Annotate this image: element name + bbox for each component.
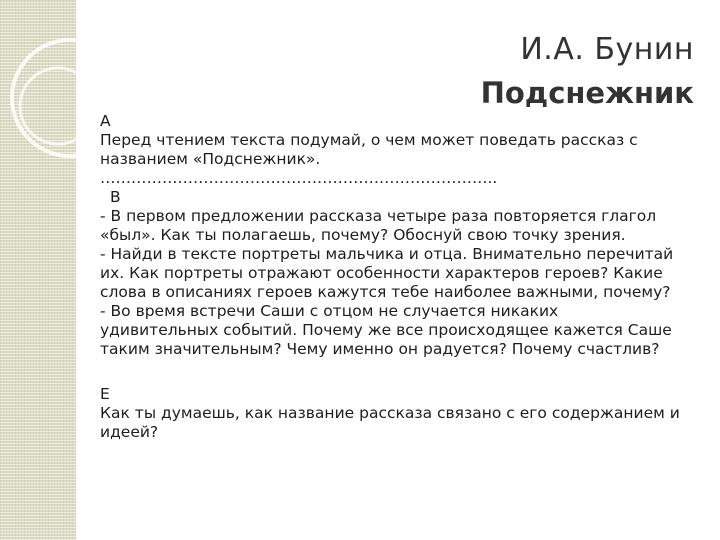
slide-header <box>481 30 694 114</box>
answer-placeholder-dots: ………………………………………………………………….. <box>100 169 498 187</box>
section-a-label: А <box>100 112 111 130</box>
slide-body <box>100 112 700 442</box>
section-e-text-line-1: Как ты думаешь, как название рассказа связано с его содержанием и <box>100 404 680 422</box>
question-2-line-1: - Найди в тексте портреты мальчика и отца. Внимательно перечитай <box>100 245 674 263</box>
question-3-line-2: удивительных событий. Почему же все происходящее кажется Саше <box>100 321 672 339</box>
question-3-line-1: - Во время встречи Саши с отцом не случается никаких <box>100 302 559 320</box>
section-a-text-line-1: Перед чтением текста подумай, о чем может поведать рассказ с <box>100 131 638 149</box>
question-2-line-3: слова в описаниях героев кажутся тебе наиболее важными, почему? <box>100 283 671 301</box>
section-b-label: В <box>110 188 121 206</box>
question-1-line-1: - В первом предложении рассказа четыре раза повторяется глагол <box>100 207 657 225</box>
swirl-ornament-icon <box>0 0 76 540</box>
section-e-text-line-2: идеей? <box>100 423 159 441</box>
story-title: Подснежник <box>480 76 694 110</box>
question-3-line-3: таким значительным? Чему именно он радуется? Почему счастлив? <box>100 340 660 358</box>
question-1-line-2: «был». Как ты полагаешь, почему? Обоснуй свою точку зрения. <box>100 226 626 244</box>
author-name: И.А. Бунин <box>520 32 694 67</box>
question-2-line-2: их. Как портреты отражают особенности характеров героев? Какие <box>100 264 663 282</box>
spacer <box>100 359 700 385</box>
section-e-label: Е <box>100 385 110 403</box>
decorative-sidebar <box>0 0 76 540</box>
section-a-text-line-2: названием «Подснежник». <box>100 150 321 168</box>
